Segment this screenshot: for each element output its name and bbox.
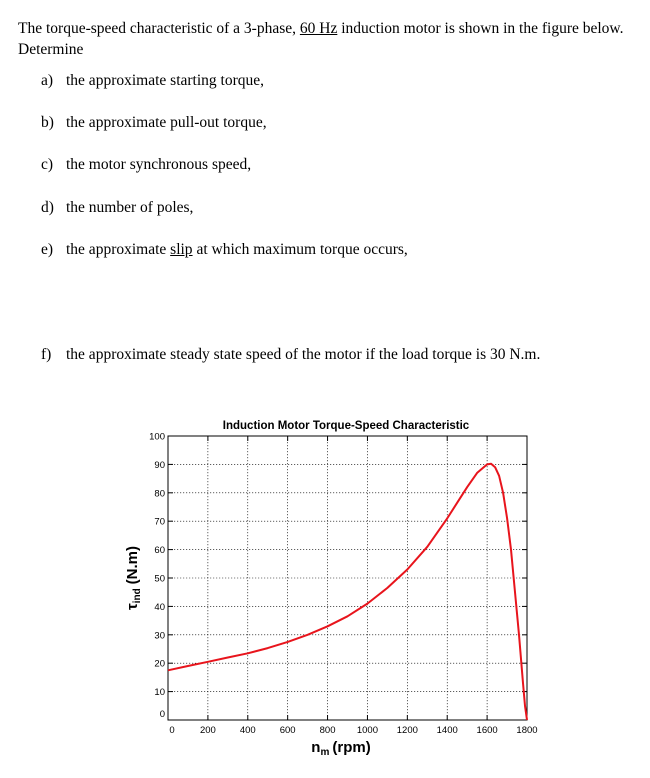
x-tick-label: 200 — [199, 725, 216, 736]
y-axis-label-sub: ind — [132, 588, 143, 604]
x-tick-label: 1400 — [436, 725, 458, 736]
question-label: b) — [41, 114, 54, 131]
y-tick-label: 10 — [154, 687, 165, 699]
x-tick-label: 800 — [319, 725, 336, 736]
x-tick-label: 400 — [239, 725, 256, 736]
question-text-pre: the approximate — [66, 241, 171, 258]
question-text: the motor synchronous speed, — [66, 156, 252, 173]
question-a — [41, 71, 264, 91]
y-tick-label: 100 — [149, 431, 165, 443]
torque-speed-chart — [0, 405, 650, 778]
y-tick-label: 20 — [154, 658, 165, 670]
question-b — [41, 113, 267, 133]
axis-ticks — [149, 432, 537, 737]
slip-term: slip — [170, 241, 193, 258]
x-tick-label: 600 — [279, 725, 296, 736]
x-axis-label-unit: (rpm) — [332, 739, 371, 756]
y-tick-label: 40 — [154, 601, 165, 613]
y-tick-label: 30 — [154, 630, 165, 642]
x-axis-label-main: n — [311, 739, 321, 756]
x-tick-label: 0 — [169, 725, 175, 736]
question-label: d) — [41, 199, 54, 216]
y-axis-label-unit: (N.m) — [124, 545, 141, 585]
x-axis-label-sub: m — [320, 747, 330, 758]
x-tick-label: 1600 — [476, 725, 498, 736]
x-axis-label — [311, 739, 370, 758]
x-tick-label: 1000 — [356, 725, 379, 736]
problem-intro — [18, 18, 643, 60]
y-axis-label-main: τ — [124, 603, 141, 611]
question-d — [41, 198, 193, 218]
y-tick-label: 80 — [154, 488, 165, 500]
chart-title: Induction Motor Torque-Speed Characteristic — [222, 420, 470, 432]
y-tick-label: 70 — [154, 516, 165, 528]
question-label: a) — [41, 72, 54, 89]
y-tick-label: 60 — [154, 545, 165, 557]
intro-text-2: induction motor is shown in the figure below. Determine — [18, 20, 624, 58]
intro-text-1: The torque-speed characteristic of a 3-phase, — [18, 20, 300, 37]
question-text: the approximate steady state speed of the motor if the load torque is 30 N.m. — [66, 346, 541, 363]
question-text: the approximate pull-out torque, — [66, 114, 267, 131]
y-axis-label-group — [124, 546, 143, 610]
x-tick-label: 1800 — [516, 725, 538, 736]
y-axis-label — [124, 546, 143, 610]
question-text-post: at which maximum torque occurs, — [192, 241, 408, 258]
y-tick-label: 0 — [159, 709, 165, 720]
series-layer — [168, 464, 527, 720]
question-text: the approximate starting torque, — [66, 72, 264, 89]
torque-curve — [168, 464, 527, 720]
question-e — [41, 240, 408, 260]
y-tick-label: 50 — [154, 573, 165, 585]
x-tick-label: 1200 — [396, 725, 418, 736]
question-label: e) — [41, 241, 54, 258]
y-tick-label: 90 — [154, 459, 165, 471]
question-label: f) — [41, 346, 52, 363]
frequency-text: 60 Hz — [299, 20, 338, 37]
question-label: c) — [41, 156, 54, 173]
question-text: the number of poles, — [66, 199, 194, 216]
question-f — [41, 345, 540, 365]
question-c — [41, 155, 251, 175]
